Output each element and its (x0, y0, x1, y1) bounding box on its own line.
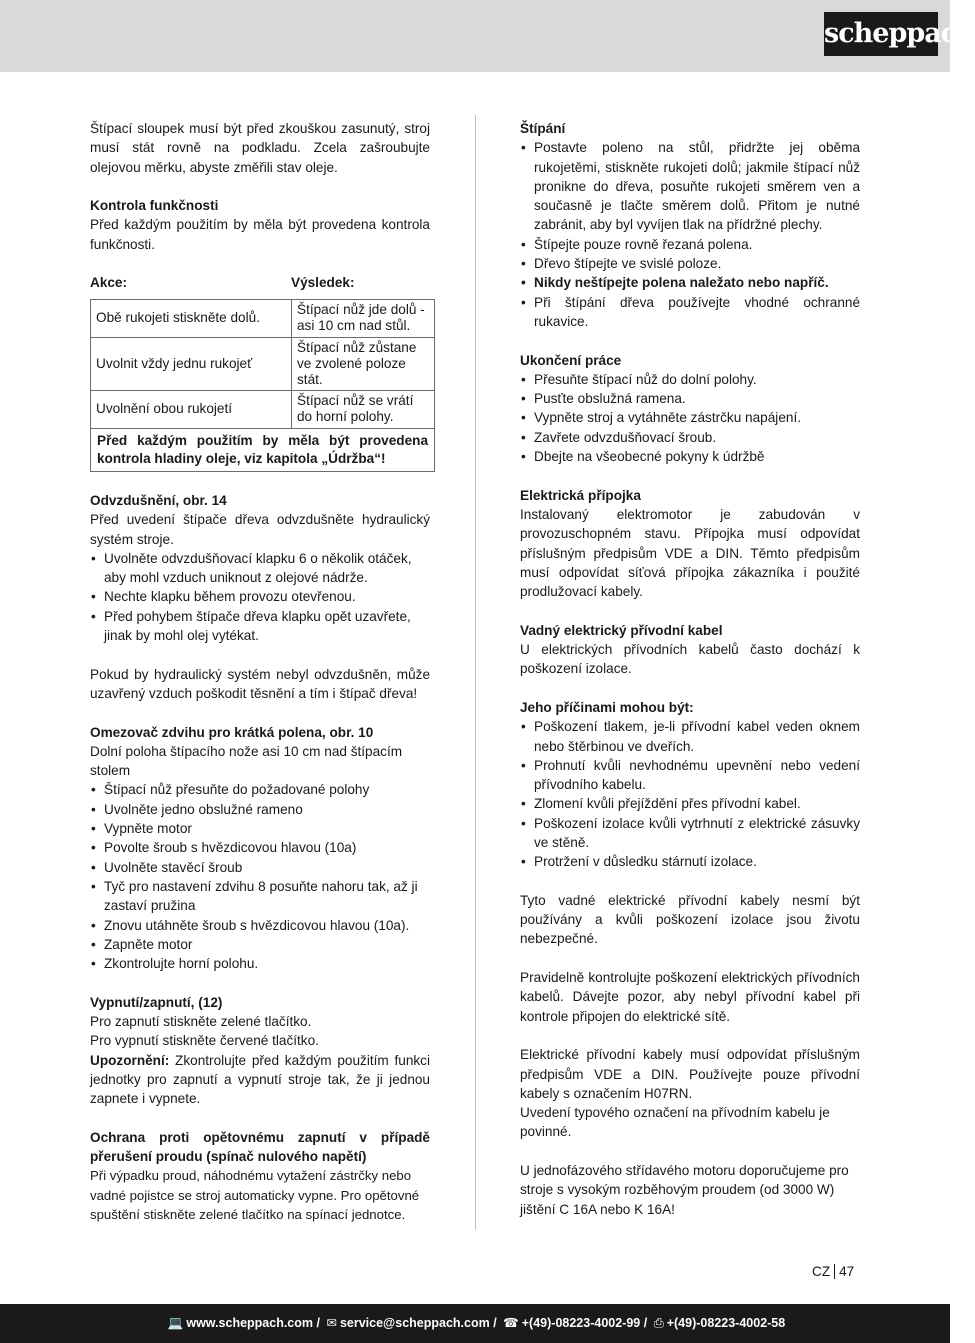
venting-text: Před uvedení štípače dřeva odvzdušněte hydraulický systém stroje. (90, 512, 430, 547)
faulty-cable-text: U elektrických přívodních kabelů často dochází k poškození izolace. (520, 642, 860, 677)
stroke-limiter-text: Dolní poloha štípacího nože asi 10 cm nad štípacím stolem (90, 743, 403, 779)
list-item: • Uvolněte odvzdušňovací klapku 6 o několik otáček, aby mohl vzduch uniknout z olejové nádrže. (90, 549, 430, 588)
list-item: • Dřevo štípejte ve svislé poloze. (520, 254, 860, 273)
table-cell-action: Obě rukojeti stiskněte dolů. (91, 299, 292, 337)
paragraph-cable-standards: Elektrické přívodní kabely musí odpovídat příslušným předpisům VDE a DIN. Používejte pouze přívodní kabely s označením H07RN. (520, 1047, 860, 1101)
list-item: • Při štípání dřeva používejte vhodné ochranné rukavice. (520, 293, 860, 332)
list-item: • Poškození tlakem, je-li přívodní kabel veden oknem nebo štěrbinou ve dveřích. (520, 717, 860, 756)
finish-heading: Ukončení práce (520, 352, 622, 368)
list-item: • Zkontrolujte horní polohu. (90, 954, 430, 973)
function-check-text: Před každým použitím by měla být provedena kontrola funkčnosti. (90, 217, 430, 252)
table-cell-action: Uvolnění obou rukojetí (91, 390, 292, 428)
table-cell-action: Uvolnit vždy jednu rukojeť (91, 337, 292, 390)
faulty-cable-heading: Vadný elektrický přívodní kabel (520, 622, 723, 638)
paragraph-dangerous-cables: Tyto vadné elektrické přívodní kabely nesmí být používány a kvůli poškození izolace jsou životu nebezpečné. (520, 892, 860, 947)
footer-bar (0, 1304, 950, 1343)
list-item: • Nikdy neštípejte polena naležato nebo napříč. (520, 273, 860, 292)
fax-icon: ⎙ (653, 1316, 664, 1330)
list-item: • Uvolněte stavěcí šroub (90, 858, 430, 877)
venting-heading: Odvzdušnění, obr. 14 (90, 492, 227, 508)
list-item: • Vypněte motor (90, 819, 430, 838)
warning-label: Upozornění: (90, 1052, 170, 1068)
function-check-heading: Kontrola funkčnosti (90, 198, 219, 214)
restart-protection-text: Při výpadku proud, náhodnému vytažení zástrčky nebo vadné pojistce se stroj automaticky vypne. Pro opětovné spuštění stiskněte zelené tlačítko na spínací jednotce. (90, 1168, 420, 1222)
col-result-label: Výsledek: (291, 275, 355, 291)
splitting-list (520, 138, 860, 331)
table-row (91, 337, 435, 390)
list-item: • Přesuňte štípací nůž do dolní polohy. (520, 370, 860, 389)
list-item: • Postavte poleno na stůl, přidržte jej oběma rukojetěmi, stiskněte rukojeti dolů; jakmile štípací nůž pronikne do dřeva, posuňte rukojeti směrem ven a současně je tlačte směrem dolů. Přitom je nutné zabránit, aby byl vyvíjen tlak na přídržné plechy. (520, 138, 860, 234)
footer-separator: / (493, 1316, 497, 1330)
right-column (520, 119, 860, 1219)
left-column (90, 119, 430, 1224)
venting-warning: Pokud by hydraulický systém nebyl odvzdušněn, může uzavřený vzduch poškodit těsnění a tím i štípač dřeva! (90, 666, 430, 701)
page-language: CZ (812, 1264, 831, 1279)
paragraph-fuse-recommendation: U jednofázového střídavého motoru doporučujeme pro stroje s vysokým rozběhovým proudem (od 3000 W) jištění C 16A nebo K 16A! (520, 1163, 849, 1217)
header-bar (0, 0, 975, 72)
on-off-warning (90, 1051, 430, 1109)
list-item: • Uvolněte jedno obslužné rameno (90, 800, 430, 819)
list-item: • Štípací nůž přesuňte do požadované polohy (90, 780, 430, 799)
stroke-limiter-list (90, 780, 430, 973)
list-item: • Povolte šroub s hvězdicovou hlavou (10a) (90, 838, 430, 857)
list-item: • Zlomení kvůli přejíždění přes přívodní kabel. (520, 794, 860, 813)
result-table-header (90, 273, 430, 292)
list-item: • Nechte klapku během provozu otevřenou. (90, 587, 430, 606)
electric-text: Instalovaný elektromotor je zabudován v provozuschopném stavu. Přípojka musí odpovídat příslušným předpisům VDE a DIN. Těmto předpisům musí odpovídat síťová přípojka zákazníka i použité prodlužovací kabely. (520, 506, 860, 600)
list-item: • Zavřete odvzdušňovací šroub. (520, 428, 860, 447)
list-item: • Štípejte pouze rovně řezaná polena. (520, 235, 860, 254)
causes-heading: Jeho příčinami mohou být: (520, 699, 694, 715)
list-item: • Zapněte motor (90, 935, 430, 954)
causes-list (520, 717, 860, 871)
on-off-line-1: Pro zapnutí stiskněte zelené tlačítko. (90, 1013, 312, 1029)
paragraph-regular-check: Pravidelně kontrolujte poškození elektrických přívodních kabelů. Dávejte pozor, aby nebyl přívodní kabel při kontrole připojen do elektrické sítě. (520, 970, 860, 1024)
list-item: • Poškození izolace kvůli vytrhnutí z elektrické zásuvky ve stěně. (520, 814, 860, 853)
computer-icon: 💻 (167, 1316, 184, 1330)
footer-fax: +(49)-08223-4002-58 (666, 1316, 786, 1330)
list-item: • Pusťte obslužná ramena. (520, 389, 860, 408)
page-number-value: 47 (839, 1264, 855, 1279)
paragraph-type-marking: Uvedení typového označení na přívodním kabelu je povinné. (520, 1105, 830, 1140)
list-item: • Vypněte stroj a vytáhněte zástrčku napájení. (520, 408, 860, 427)
oil-level-note: Před každým použitím by měla být provedena kontrola hladiny oleje, viz kapitola „Údržba“! (91, 428, 435, 471)
list-item: • Před pohybem štípače dřeva klapku opět uzavřete, jinak by mohl olej vytékat. (90, 607, 430, 646)
warning-text: Zkontrolujte před každým použitím funkci jednotky pro zapnutí a vypnutí stroje tak, že ji jednou zapnete i vypnete. (90, 1052, 430, 1107)
footer-web[interactable]: www.scheppach.com (186, 1316, 314, 1330)
table-row (91, 390, 435, 428)
table-row (91, 299, 435, 337)
col-action-label: Akce: (90, 275, 128, 291)
on-off-line-2: Pro vypnutí stiskněte červené tlačítko. (90, 1033, 319, 1049)
list-item: • Prohnutí kvůli nevhodnému upevnění nebo vedení přívodního kabelu. (520, 756, 860, 795)
table-cell-result: Štípací nůž jde dolů - asi 10 cm nad stůl. (292, 299, 435, 337)
electric-heading: Elektrická přípojka (520, 487, 641, 503)
footer-separator: / (316, 1316, 320, 1330)
scheppach-logo: scheppach (824, 12, 938, 56)
intro-paragraph: Štípací sloupek musí být před zkouškou zasunutý, stroj musí stát rovně na podkladu. Zcela zašroubujte olejovou měrku, abyste změřili stav oleje. (90, 121, 430, 175)
list-item: • Tyč pro nastavení zdvihu 8 posuňte nahoru tak, až ji zastaví pružina (90, 877, 430, 916)
table-cell-result: Štípací nůž se vrátí do horní polohy. (292, 390, 435, 428)
list-item: • Protržení v důsledku stárnutí izolace. (520, 852, 860, 871)
mail-icon: ✉ (326, 1316, 337, 1330)
stroke-limiter-heading: Omezovač zdvihu pro krátká polena, obr. 10 (90, 724, 374, 740)
restart-protection-heading: Ochrana proti opětovnému zapnutí v případě přerušení proudu (spínač nulového napětí) (90, 1129, 430, 1165)
column-divider (475, 115, 476, 1230)
footer-phone: +(49)-08223-4002-99 (521, 1316, 641, 1330)
page-number (812, 1264, 854, 1279)
on-off-heading: Vypnutí/zapnutí, (12) (90, 994, 223, 1010)
table-cell-result: Štípací nůž zůstane ve zvolené poloze stát. (292, 337, 435, 390)
splitting-heading: Štípání (520, 121, 566, 136)
list-item: • Znovu utáhněte šroub s hvězdicovou hlavou (10a). (90, 916, 430, 935)
footer-email[interactable]: service@scheppach.com (339, 1316, 490, 1330)
finish-list (520, 370, 860, 466)
result-table (90, 299, 435, 472)
table-note-row (91, 428, 435, 471)
phone-icon: ☎ (503, 1316, 519, 1330)
venting-list (90, 549, 430, 645)
list-item: • Dbejte na všeobecné pokyny k údržbě (520, 447, 860, 466)
footer-separator: / (643, 1316, 648, 1330)
